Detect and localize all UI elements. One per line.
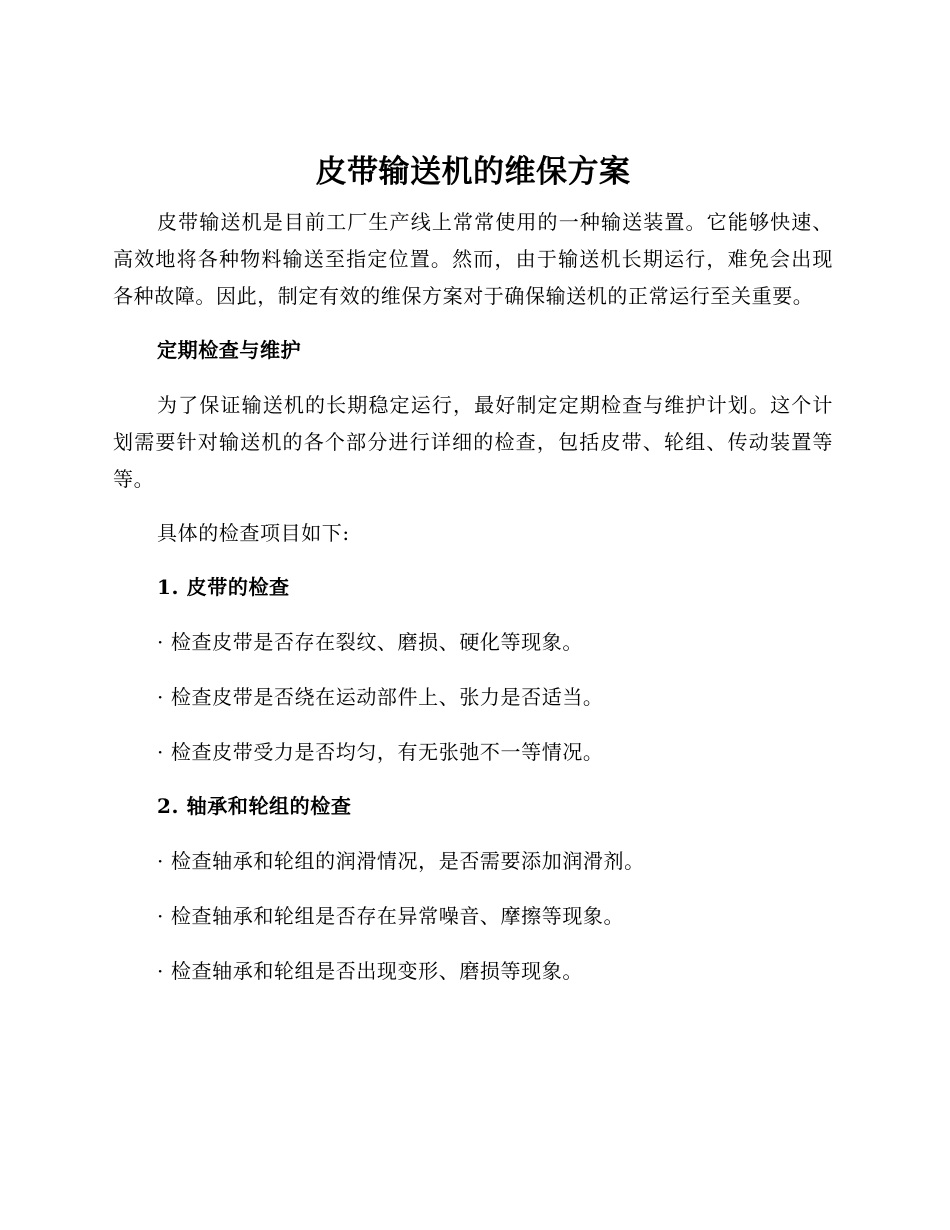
items-intro: 具体的检查项目如下: — [157, 521, 350, 545]
section-regular-maintenance — [113, 332, 833, 369]
bearing-check-section — [113, 788, 833, 990]
list-item: · 检查轴承和轮组的润滑情况，是否需要添加润滑剂。 — [157, 849, 645, 873]
list-item: · 检查皮带受力是否均匀，有无张弛不一等情况。 — [157, 740, 604, 764]
list-item: · 检查轴承和轮组是否出现变形、磨损等现象。 — [157, 959, 583, 983]
items-intro-block — [113, 515, 833, 552]
list-item: · 检查皮带是否存在裂纹、磨损、硬化等现象。 — [157, 630, 583, 654]
belt-check-section — [113, 569, 833, 771]
list-item: · 检查皮带是否绕在运动部件上、张力是否适当。 — [157, 685, 604, 709]
list-item: · 检查轴承和轮组是否存在异常噪音、摩擦等现象。 — [157, 904, 625, 928]
section-heading: 定期检查与维护 — [157, 338, 302, 362]
document-title: 皮带输送机的维保方案 — [315, 154, 631, 190]
belt-check-heading: 1. 皮带的检查 — [157, 575, 290, 599]
section-paragraph: 为了保证输送机的长期稳定运行，最好制定定期检查与维护计划。这个计划需要针对输送机的各个部分进行详细的检查，包括皮带、轮组、传动装置等等。 — [113, 393, 833, 491]
document-body — [113, 150, 833, 990]
intro-paragraph: 皮带输送机是目前工厂生产线上常常使用的一种输送装置。它能够快速、高效地将各种物料输送至指定位置。然而，由于输送机长期运行，难免会出现各种故障。因此，制定有效的维保方案对于确保输送机的正常运行至关重要。 — [113, 210, 833, 308]
bearing-check-heading: 2. 轴承和轮组的检查 — [157, 794, 352, 818]
